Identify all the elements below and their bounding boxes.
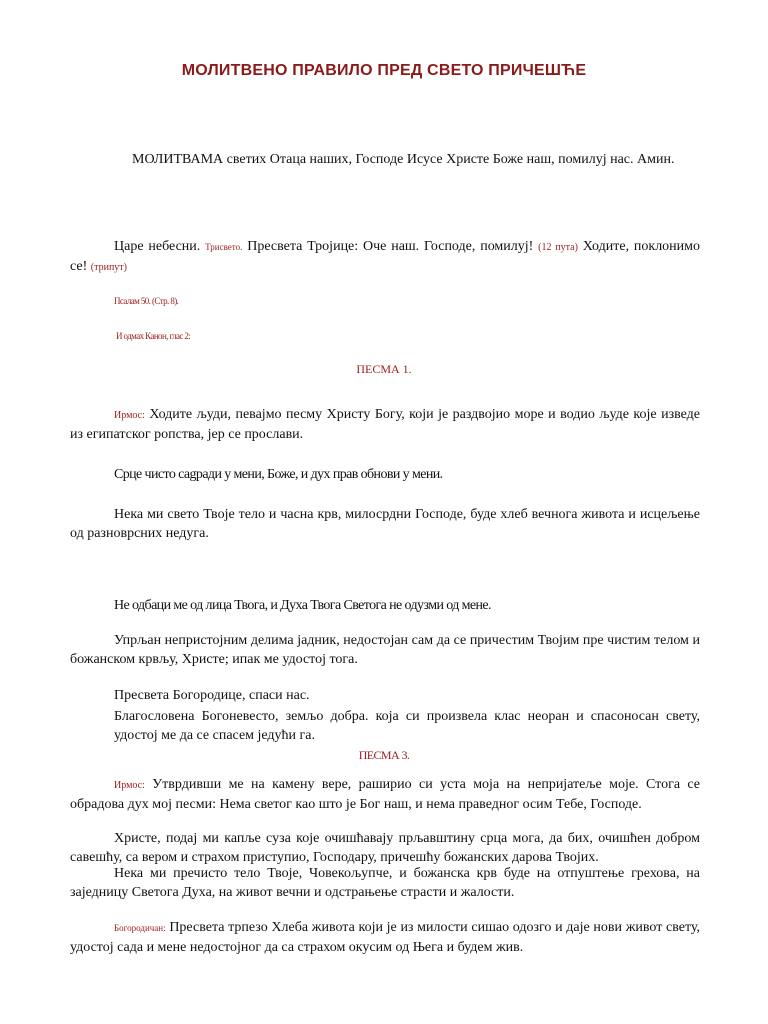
rubric-twelve-times: (12 пута) [538, 242, 578, 253]
ode3-irmos [70, 775, 700, 814]
theotokion-label: Богородичан: [114, 923, 166, 933]
ode1-verse-4: Упрљан непристојним делима јадник, недостојан сам да се причестим Твојим пре чистим телом и божанском крвљу, Христе; ипак ме удостој тога. [70, 633, 700, 667]
psalm-reference: Псалам 50. (Стр. 8). [114, 296, 179, 306]
ode1-irmos-label: Ирмос: [114, 410, 145, 421]
intro-text: МОЛИТВАМА светих Отаца наших, Господе Исусе Христе Боже наш, помилуј нас. Амин. [132, 152, 675, 167]
tsar-text-1: Царе небесни. [114, 239, 201, 254]
tsar-text-2: Пресвета Тројице: Оче наш. Господе, помилуј! [247, 239, 534, 254]
ode1-irmos-text: Ходите људи, певајмо песму Христу Богу, који је раздвојио море и водио људе које изведе из египатског ропства, јер се прослави. [70, 407, 700, 442]
theotokion-text: Пресвета трпезо Хлеба живота који је из милости сишао одозго и даје нови живот свету, удостој сада и мене недостојног да са страхом окусим од Њега и будем жив. [70, 920, 700, 955]
canon-heading: И одмах Канон, глас 2: [116, 331, 191, 341]
ode1-verse-3: Не одбаци ме од лица Твога, и Духа Твога Светога не одузми од мене. [114, 598, 491, 613]
tsar-text-3: Ходите, поклонимо се! [70, 239, 701, 274]
ode3-verse-1: Христе, подај ми капље суза које очишћавају прљавштину срца мога, да бих, очишћен добром савешћу, са вером и страхом приступио, Господару, причешћу божанских дарова Твојих. [70, 831, 700, 865]
ode3-heading: ПЕСМА 3. [358, 748, 410, 762]
ode1-heading: ПЕСМА 1. [356, 362, 412, 376]
ode1-irmos [70, 405, 700, 444]
rubric-trisagion: Трисвето. [205, 242, 243, 252]
ode1-verse-1: Срце чисто саgради у мени, Боже, и дух прав обнови у мени. [114, 467, 443, 482]
ode3-verse-2: Нека ми пречисто тело Твоје, Човекољупче, и божанска крв буде на отпуштење грехова, на заједницу Светога Духа, на живот вечни и одстрањење страсти и жалости. [70, 866, 700, 900]
ode3-theotokion [70, 918, 700, 957]
ode3-irmos-text: Утврдивши ме на камену вере, раширио си уста моја на непријатеље моје. Стога се обрадова дух мој песми: Нема светог као што је Бог наш, и нема праведног осим Тебе, Господе. [70, 777, 701, 812]
ode3-irmos-label: Ирмос: [114, 780, 145, 791]
rubric-thrice: (трипут) [90, 262, 127, 273]
page-title: МОЛИТВЕНО ПРАВИЛО ПРЕД СВЕТО ПРИЧЕШЋЕ [181, 62, 587, 79]
tsar-paragraph [70, 237, 700, 277]
ode1-verse-5: Пресвета Богородице, спаси нас. [114, 688, 310, 703]
ode1-verse-6: Благословена Богоневесто, земљо добра. која си произвела клас неоран и спасоносан свету, удостој ме да се спасем једући га. [114, 709, 700, 743]
ode1-verse-2: Нека ми свето Твоје тело и часна крв, милосрдни Господе, буде хлеб вечнога живота и исцељење од разноврсних недуга. [70, 507, 700, 541]
intro-paragraph [70, 150, 700, 169]
